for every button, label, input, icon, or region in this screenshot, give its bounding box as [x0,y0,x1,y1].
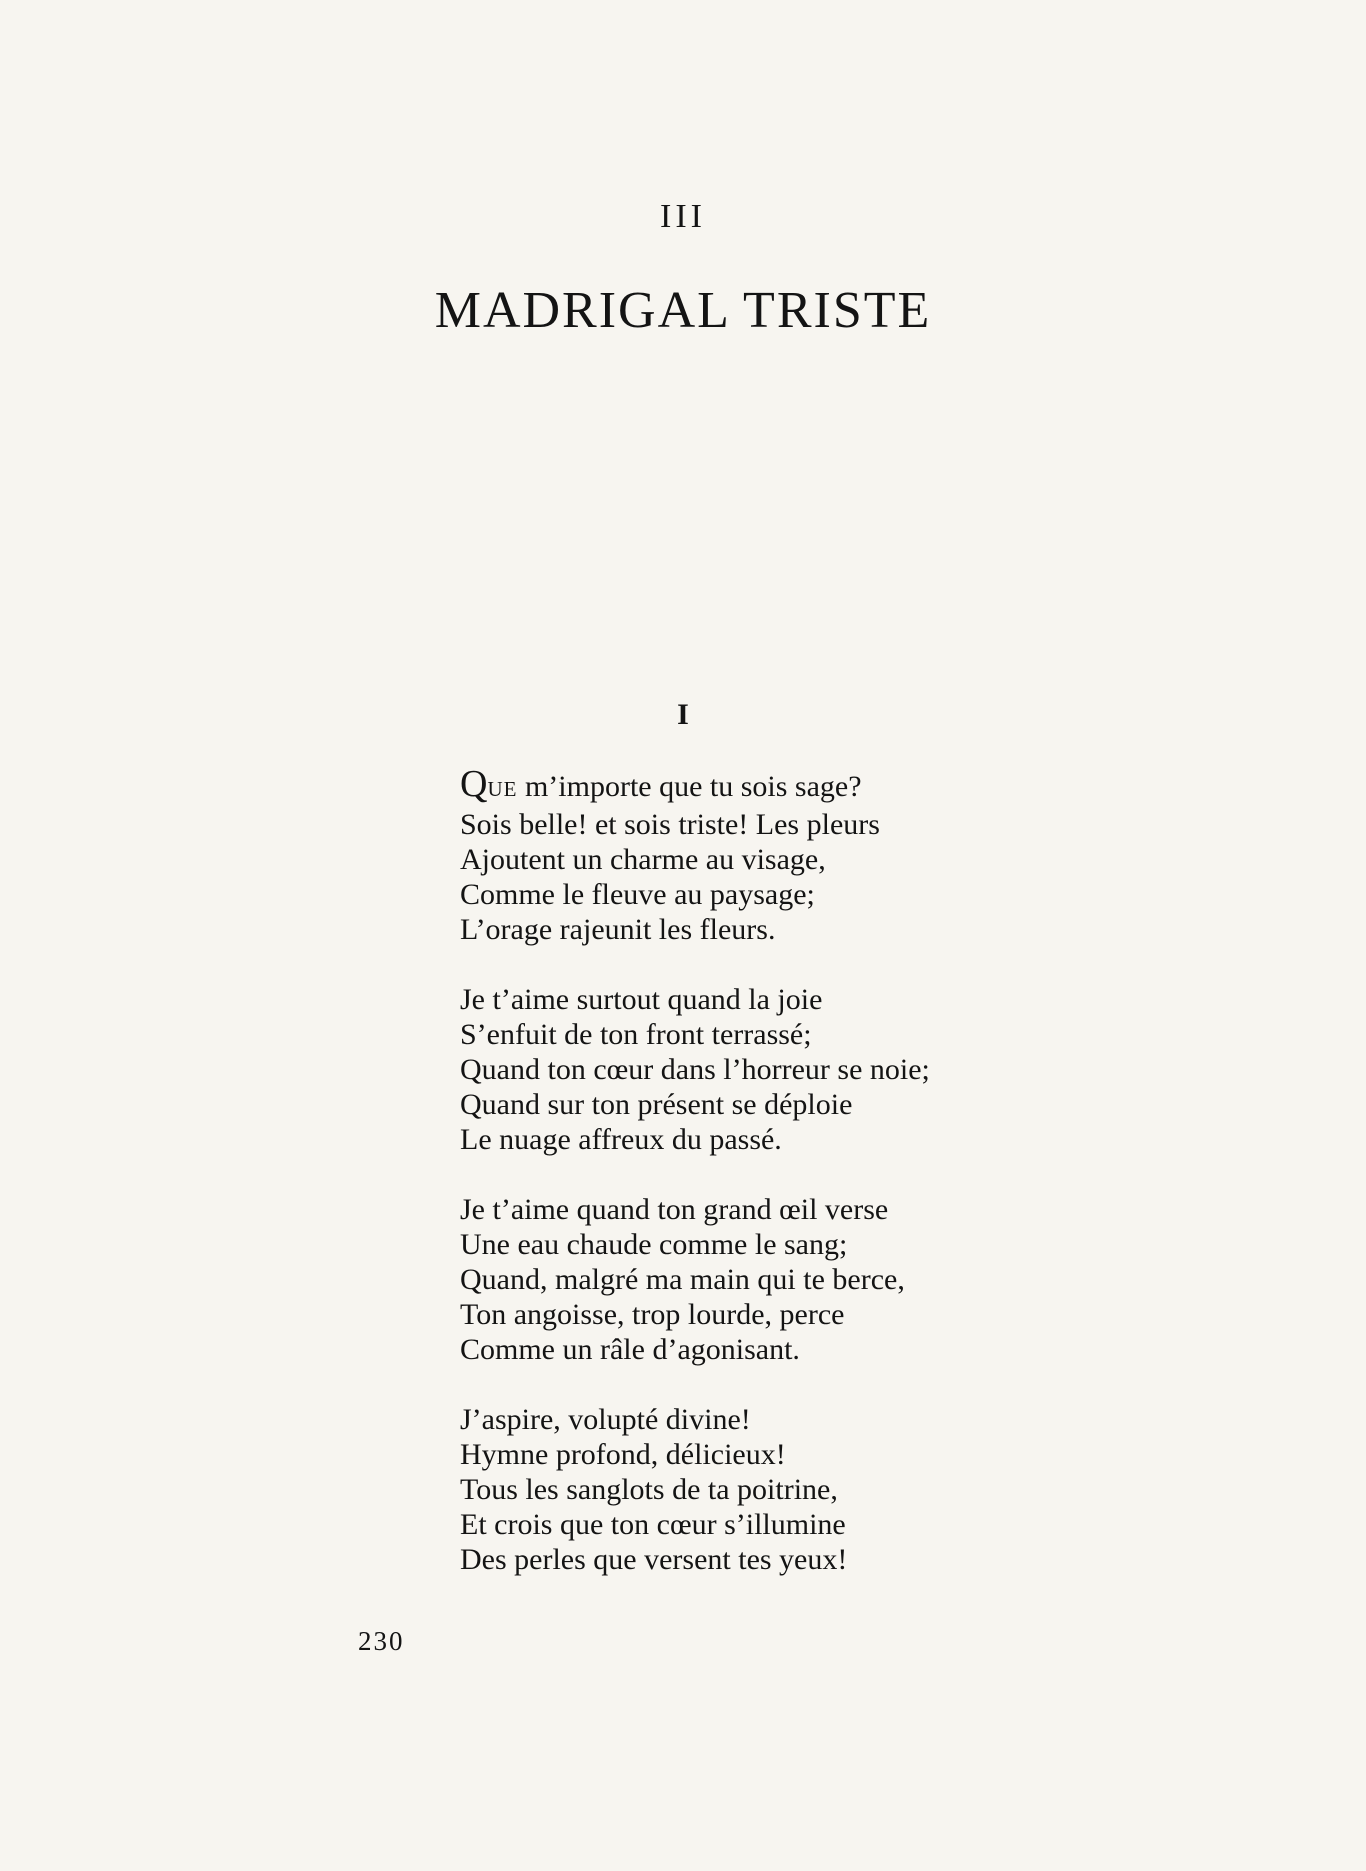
page-number: 230 [358,1626,405,1656]
verse-line: Hymne profond, délicieux! [460,1438,786,1471]
verse-line: Ton angoisse, trop lourde, perce [460,1298,845,1331]
verse-line: Quand, malgré ma main qui te berce, [460,1263,905,1296]
section-numeral: III [660,198,706,235]
small-caps-word: UE [487,777,518,801]
verse-line: Et crois que ton cœur s’illumine [460,1508,846,1541]
verse-line: Je t’aime surtout quand la joie [460,983,823,1016]
poem-body [460,763,1080,1612]
verse-line: Quand ton cœur dans l’horreur se noie; [460,1053,930,1086]
verse-line: S’enfuit de ton front terrassé; [460,1018,812,1051]
verse-line-opening [460,763,1080,807]
verse-line: Ajoutent un charme au visage, [460,843,826,876]
verse-line: Comme le fleuve au paysage; [460,878,815,911]
stanza-2 [460,982,1080,1157]
stanza-3 [460,1192,1080,1367]
verse-line: Des perles que versent tes yeux! [460,1543,848,1576]
drop-cap: Q [460,763,488,805]
verse-line: Sois belle! et sois triste! Les pleurs [460,808,880,841]
verse-line: L’orage rajeunit les fleurs. [460,913,776,946]
verse-line: Tous les sanglots de ta poitrine, [460,1473,838,1506]
poem-title: MADRIGAL TRISTE [434,282,932,339]
stanza-4 [460,1402,1080,1577]
part-numeral: I [677,698,689,731]
opening-line-rest: m’importe que tu sois sage? [517,770,862,803]
stanza-1 [460,763,1080,947]
verse-line: Quand sur ton présent se déploie [460,1088,853,1121]
verse-line: Le nuage affreux du passé. [460,1123,782,1156]
verse-line: Je t’aime quand ton grand œil verse [460,1193,889,1226]
verse-line: Une eau chaude comme le sang; [460,1228,848,1261]
verse-line: Comme un râle d’agonisant. [460,1333,800,1366]
verse-line: J’aspire, volupté divine! [460,1403,751,1436]
